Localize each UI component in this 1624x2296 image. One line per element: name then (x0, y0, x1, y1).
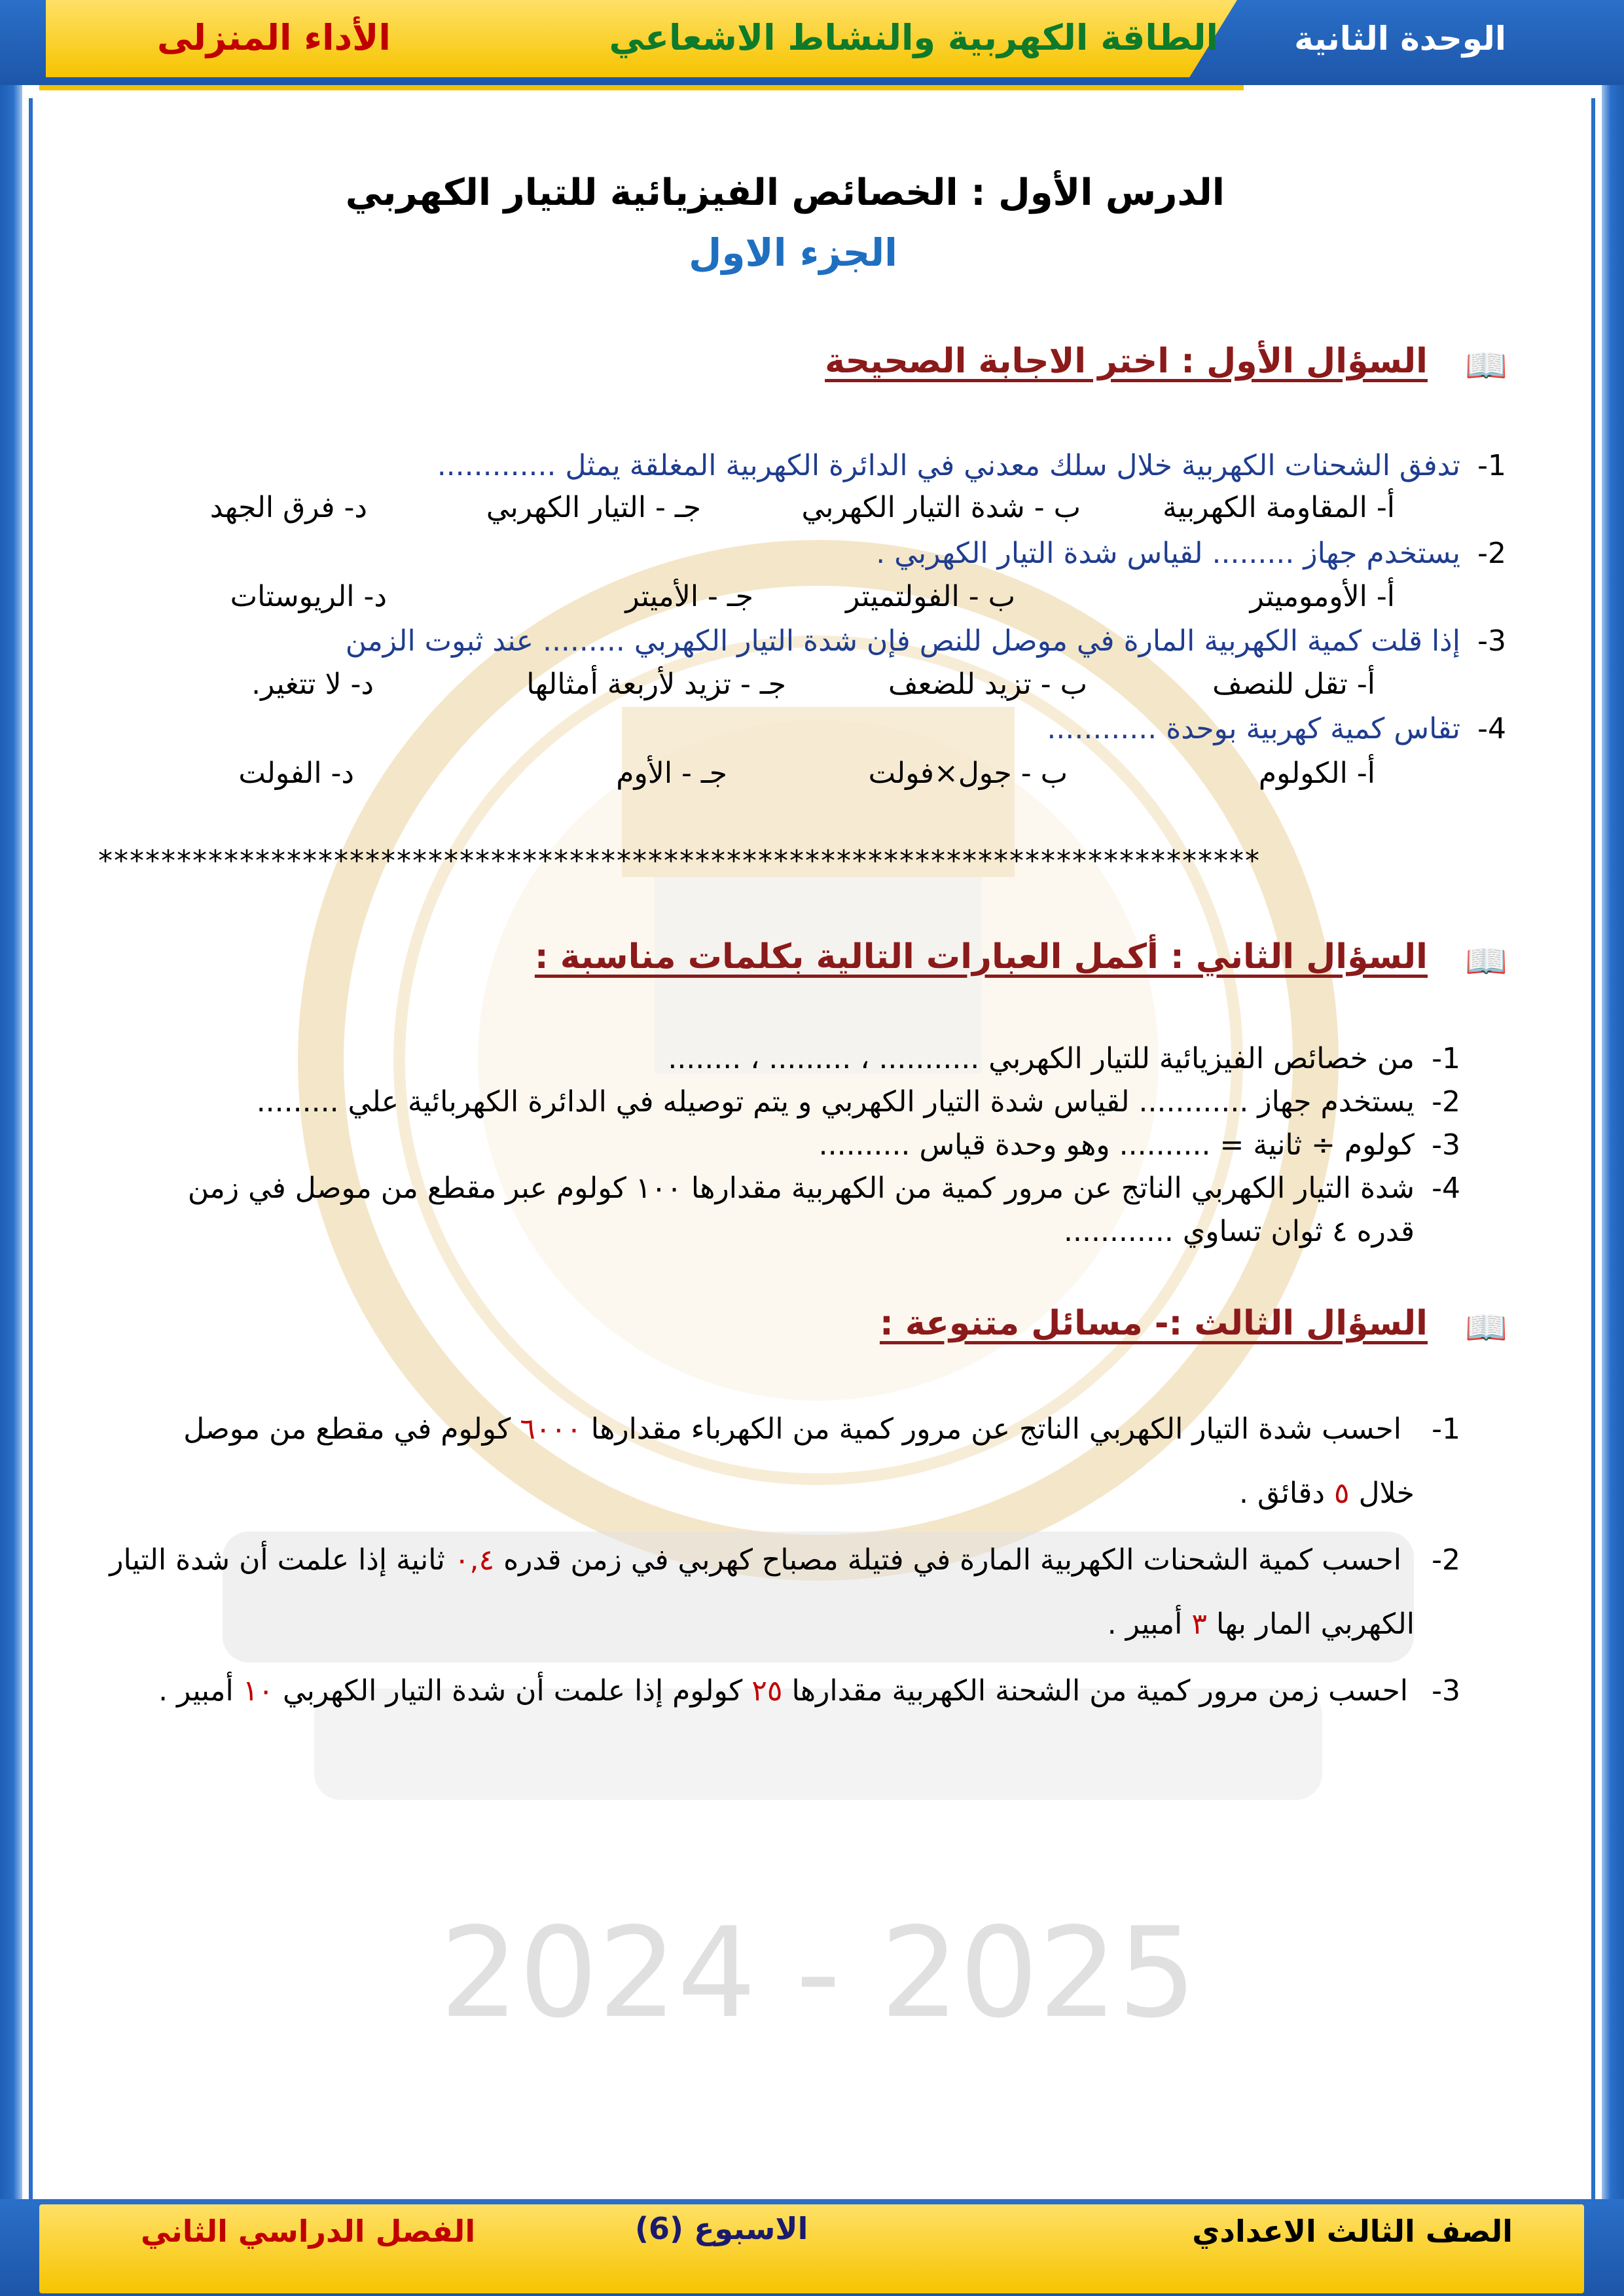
q3-item-2-number: -2 (1432, 1543, 1460, 1577)
q1-item-2-option-d: د- الريوستات (230, 580, 387, 613)
q1-item-2-option-c: جـ - الأميتر (625, 580, 753, 613)
page-inner-border-right (1591, 98, 1595, 2206)
q2-item-1-text: من خصائص الفيزيائية للتيار الكهربي ........... ، ......... ، ........ (668, 1042, 1415, 1075)
q1-item-3-option-a: أ- تقل للنصف (1212, 668, 1375, 701)
book-icon: 📖 (1465, 346, 1507, 386)
page-frame-right (1602, 0, 1624, 2296)
page-inner-border-left (29, 98, 33, 2206)
q2-item-2-text: يستخدم جهاز ............ لقياس شدة التيار الكهربي و يتم توصيله في الدائرة الكهربائية علي ......... (256, 1085, 1415, 1119)
q1-item-1-option-a: أ- المقاومة الكهربية (1163, 491, 1395, 524)
q1-item-2-text: يستخدم جهاز ......... لقياس شدة التيار الكهربي . (876, 537, 1460, 570)
book-icon: 📖 (1465, 1308, 1507, 1348)
q2-item-3-number: -3 (1432, 1128, 1460, 1162)
book-icon: 📖 (1465, 942, 1507, 981)
q1-item-4-option-b: ب - جول×فولت (868, 757, 1068, 790)
q3-item-1-line2: خلال ٥ دقائق . (1239, 1477, 1415, 1510)
q2-item-2-number: -2 (1432, 1085, 1460, 1119)
q3-item-2-line1: احسب كمية الشحنات الكهربية المارة في فتيلة مصباح كهربي في زمن قدره ٠,٤ ثانية إذا علمت أن شدة التيار (109, 1543, 1401, 1577)
section-separator: ************************************************************************** (98, 844, 1261, 878)
q3-item-1-line1: احسب شدة التيار الكهربي الناتج عن مرور كمية من الكهرباء مقدارها ٦٠٠٠ كولوم في مقطع من موصل (183, 1412, 1401, 1446)
q1-item-3-option-c: جـ - تزيد لأربعة أمثالها (526, 668, 786, 701)
q1-item-2-option-a: أ- الأوموميتر (1250, 580, 1395, 613)
q1-item-4-option-a: أ- الكولوم (1258, 757, 1375, 790)
header-unit: الوحدة الثانية (1294, 20, 1506, 58)
q2-item-1-number: -1 (1432, 1042, 1460, 1075)
q1-item-1-option-c: جـ - التيار الكهربي (486, 491, 701, 524)
q2-item-3-text: كولوم ÷ ثانية = .......... وهو وحدة قياس .......... (818, 1128, 1415, 1162)
q1-item-4-text: تقاس كمية كهربية بوحدة ............ (1047, 712, 1460, 745)
footer-week: الاسبوع (6) (635, 2211, 808, 2246)
q1-item-1-number: -1 (1477, 449, 1506, 482)
q2-item-4-text: شدة التيار الكهربي الناتج عن مرور كمية من الكهربية مقدارها ١٠٠ كولوم عبر مقطع من موصل في زمن (187, 1172, 1415, 1205)
q1-item-1-option-d: د- فرق الجهد (209, 491, 367, 524)
q2-heading: السؤال الثاني : أكمل العبارات التالية بكلمات مناسبة : (534, 937, 1428, 977)
footer-term: الفصل الدراسي الثاني (141, 2214, 476, 2249)
header-section: الأداء المنزلى (157, 17, 391, 58)
lesson-part: الجزء الاول (689, 230, 897, 275)
watermark-years: 2024 - 2025 (439, 1901, 1197, 2045)
q1-item-2-option-b: ب - الفولتميتر (846, 580, 1015, 613)
q3-item-3-line1: احسب زمن مرور كمية من الشحنة الكهربية مقدارها ٢٥ كولوم إذا علمت أن شدة التيار الكهربي ١٠ أمبير . (158, 1674, 1408, 1708)
q1-item-4-option-d: د- الفولت (238, 757, 354, 790)
q1-item-3-text: إذا قلت كمية الكهربية المارة في موصل للنص فإن شدة التيار الكهربي ......... عند ثبوت الزمن (345, 624, 1460, 658)
q2-item-4-text-line2: قدره ٤ ثوان تساوي ............ (1064, 1215, 1415, 1248)
q1-item-1-option-b: ب - شدة التيار الكهربي (801, 491, 1081, 524)
q2-item-4-number: -4 (1432, 1172, 1460, 1205)
lesson-title: الدرس الأول : الخصائص الفيزيائية للتيار الكهربي (345, 171, 1225, 214)
q1-item-1-text: تدفق الشحنات الكهربية خلال سلك معدني في الدائرة الكهربية المغلقة يمثل ............. (437, 449, 1460, 482)
q3-item-1-number: -1 (1432, 1412, 1460, 1446)
q3-item-3-number: -3 (1432, 1674, 1460, 1708)
page-frame-left (0, 0, 22, 2296)
q3-heading: السؤال الثالث :- مسائل متنوعة : (879, 1304, 1428, 1343)
q1-item-4-option-c: جـ - الأوم (616, 757, 727, 790)
q1-item-3-number: -3 (1477, 624, 1506, 658)
q1-item-2-number: -2 (1477, 537, 1506, 570)
q3-item-2-line2: الكهربي المار بها ٣ أمبير . (1107, 1607, 1415, 1641)
header-unit-title: الطاقة الكهربية والنشاط الاشعاعي (609, 17, 1218, 58)
header-underline (39, 85, 1244, 90)
q1-item-3-option-d: د- لا تتغير. (251, 668, 374, 701)
q1-item-3-option-b: ب - تزيد للضعف (888, 668, 1087, 701)
footer-grade: الصف الثالث الاعدادي (1192, 2214, 1513, 2249)
q1-heading: السؤال الأول : اختر الاجابة الصحيحة (825, 342, 1428, 381)
q1-item-4-number: -4 (1477, 712, 1506, 745)
